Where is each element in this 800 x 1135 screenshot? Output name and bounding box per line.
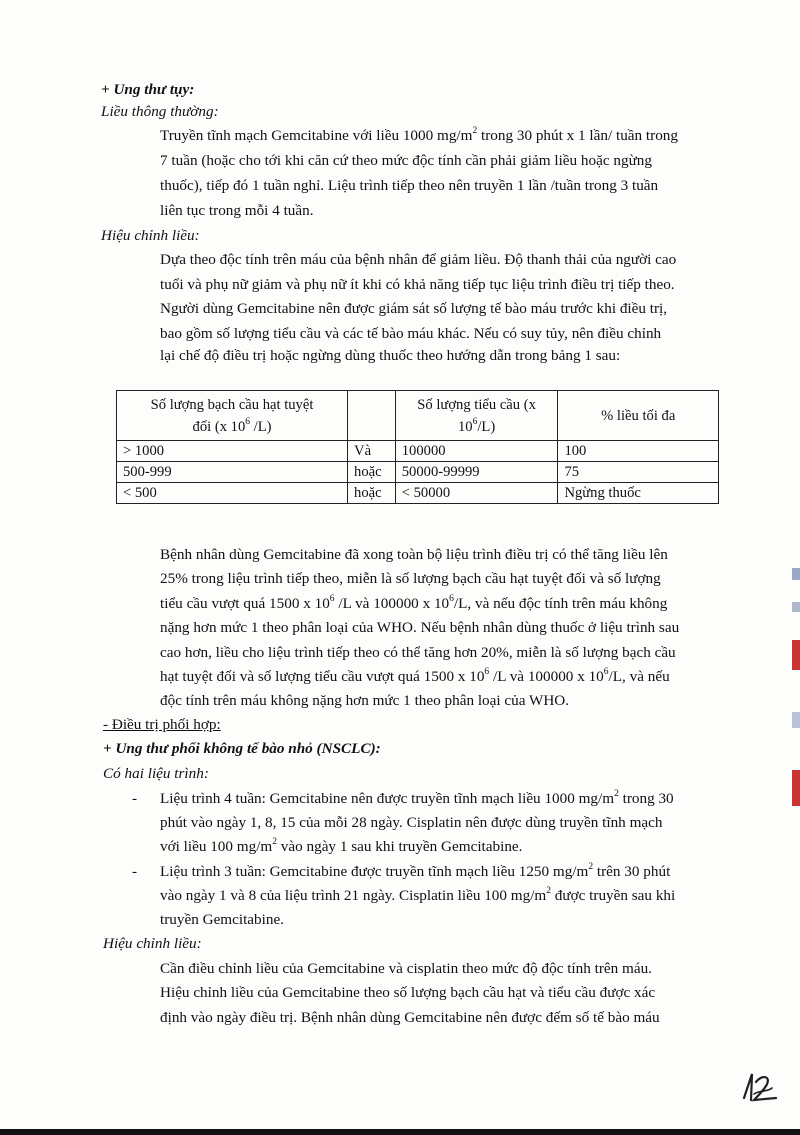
label-dose-adjustment: Hiệu chỉnh liều: (101, 227, 200, 244)
dose-adjustment-table (116, 390, 719, 504)
escalation-line-5: cao hơn, liều cho liệu trình tiếp theo có thể tăng hơn 20%, miễn là số lượng bạch cầu (160, 644, 676, 661)
usual-dose-line-1: Truyền tĩnh mạch Gemcitabine với liều 1000 $mg/m^2$ trong 30 phút x 1 lần/ tuần trong (160, 125, 678, 144)
heading-combination-therapy: - Điều trị phối hợp: (103, 716, 221, 733)
cell-platelet: 100000 (395, 441, 558, 462)
escalation-line-6: hạt tuyệt đối và số lượng tiểu cầu vượt quá 1500 x $10^6$ /L và 100000 x $10^6/L$, và nếu (160, 666, 670, 685)
regimen1-line-2: phút vào ngày 1, 8, 15 của mỗi 28 ngày. Cisplatin nên được dùng truyền tĩnh mạch (160, 814, 663, 831)
combo-adjust-line-3: định vào ngày điều trị. Bệnh nhân dùng Gemcitabine nên được đếm số tế bào máu (160, 1009, 660, 1026)
cell-conjunction: hoặc (348, 462, 396, 483)
edge-stamp-fragment (792, 568, 800, 580)
adjust-line-2: tuổi và phụ nữ giảm và phụ nữ ít khi có khả năng tiếp tục liệu trình điều trị tiếp theo. (160, 276, 675, 293)
table-header-row (117, 391, 719, 441)
regimen2-line-3: truyền Gemcitabine. (160, 911, 284, 928)
escalation-line-7: độc tính trên máu không nặng hơn mức 1 theo phân loại của WHO. (160, 692, 570, 709)
table-row (117, 462, 719, 483)
adjust-line-5: lại chế độ điều trị hoặc ngừng dùng thuốc theo hướng dẫn trong bảng 1 sau: (160, 347, 621, 364)
adjust-line-3: Người dùng Gemcitabine nên được giám sát số lượng tế bào máu trước khi điều trị, (160, 300, 668, 317)
regimen2-line-2: vào ngày 1 và 8 của liệu trình 21 ngày. Cisplatin liều 100 $mg/m^2$ được truyền sau khi (160, 885, 676, 904)
header-platelet-count: Số lượng tiểu cầu (x $10^6/L$) (395, 391, 558, 441)
regimen2-line-1: Liệu trình 3 tuần: Gemcitabine được truyền tĩnh mạch liều 1250 $mg/m^2$ trên 30 phút (160, 861, 671, 880)
cell-granulocyte: 500-999 (117, 462, 348, 483)
escalation-line-1: Bệnh nhân dùng Gemcitabine đã xong toàn bộ liệu trình điều trị có thể tăng liều lên (160, 546, 668, 563)
usual-dose-line-4: liên tục trong mỗi 4 tuần. (160, 202, 314, 219)
edge-stamp-fragment (792, 712, 800, 728)
edge-stamp-fragment (792, 602, 800, 612)
label-dose-adjustment-2: Hiệu chỉnh liều: (103, 935, 202, 952)
handwritten-page-number (738, 1068, 782, 1106)
bullet-dash: - (132, 863, 138, 880)
cell-conjunction: Và (348, 441, 396, 462)
usual-dose-line-2: 7 tuần (hoặc cho tới khi căn cứ theo mức độc tính cần phải giảm liều hoặc ngừng (160, 152, 652, 169)
escalation-line-2: 25% trong liệu trình tiếp theo, miễn là số lượng bạch cầu hạt tuyệt đối và số lượng (160, 570, 661, 587)
page-bottom-edge (0, 1129, 800, 1135)
edge-stamp-fragment (792, 770, 800, 806)
adjust-line-1: Dựa theo độc tính trên máu của bệnh nhân để giảm liều. Độ thanh thải của người cao (160, 251, 677, 268)
regimen1-line-1: Liệu trình 4 tuần: Gemcitabine nên được truyền tĩnh mạch liều 1000 $mg/m^2$ trong 30 (160, 788, 674, 807)
usual-dose-line-3: thuốc), tiếp đó 1 tuần nghỉ. Liệu trình tiếp theo nên truyền 1 lần /tuần trong 3 tuần (160, 177, 659, 194)
table-row (117, 441, 719, 462)
cell-conjunction: hoặc (348, 483, 396, 504)
combo-adjust-line-1: Cần điều chỉnh liều của Gemcitabine và cisplatin theo mức độ độc tính trên máu. (160, 960, 652, 977)
cell-dose: 75 (558, 462, 719, 483)
heading-nsclc: + Ung thư phổi không tế bào nhỏ (NSCLC): (103, 740, 381, 757)
label-usual-dose: Liều thông thường: (101, 103, 219, 120)
cell-dose: 100 (558, 441, 719, 462)
escalation-line-3: tiểu cầu vượt quá 1500 x $10^6$ /L và 100000 x $10^6/L$, và nếu độc tính trên máu không (160, 593, 668, 612)
header-max-dose-percent: % liều tối đa (558, 391, 719, 441)
cell-dose: Ngừng thuốc (558, 483, 719, 504)
label-two-regimens: Có hai liệu trình: (103, 765, 209, 782)
cell-granulocyte: > 1000 (117, 441, 348, 462)
combo-adjust-line-2: Hiệu chỉnh liều của Gemcitabine theo số lượng bạch cầu hạt và tiểu cầu được xác (160, 984, 656, 1001)
regimen1-line-3: với liều 100 $mg/m^2$ vào ngày 1 sau khi truyền Gemcitabine. (160, 836, 523, 855)
header-absolute-granulocyte-count: Số lượng bạch cầu hạt tuyệt đối (x $10^6$ /L) (117, 391, 348, 441)
bullet-dash: - (132, 790, 138, 807)
edge-stamp-fragment (792, 640, 800, 670)
heading-pancreatic-cancer: + Ung thư tụy: (101, 81, 195, 98)
cell-platelet: 50000-99999 (395, 462, 558, 483)
table-row (117, 483, 719, 504)
adjust-line-4: bao gồm số lượng tiểu cầu và các tế bào máu khác. Nếu có suy tủy, nên điều chỉnh (160, 325, 662, 342)
escalation-line-4: nặng hơn mức 1 theo phân loại của WHO. Nếu bệnh nhân dùng thuốc ở liệu trình sau (160, 619, 680, 636)
cell-granulocyte: < 500 (117, 483, 348, 504)
cell-platelet: < 50000 (395, 483, 558, 504)
header-conjunction (348, 391, 396, 441)
